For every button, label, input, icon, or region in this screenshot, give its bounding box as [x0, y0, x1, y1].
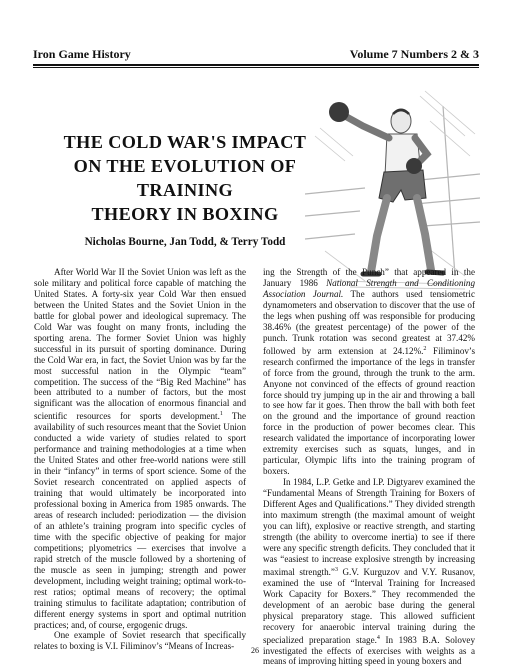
body-column-right	[263, 267, 475, 667]
running-header	[33, 47, 479, 63]
body-text: The authors used tensiometric dynamometers and observation to discover that the use of the legs when pushing off was responsible for producing 38.46% (the greatest percentage) of the power of the punch. Trunk rotation was second greatest at 37.42% followed by arm extension at 24.12%.	[263, 288, 475, 356]
header-rule-thick	[33, 64, 479, 66]
body-text: ing the Strength of the Punch” that appeared in the January 1986	[263, 267, 475, 288]
journal-citation: National Strength and Conditioning Association Journal.	[263, 277, 476, 299]
body-paragraph: One example of Soviet research that specifically relates to boxing is V.I. Filiminov’s “Means of Increas-	[34, 630, 246, 652]
header-rule-thin	[33, 67, 479, 68]
footnote-ref: 3	[334, 566, 338, 573]
body-text: Filiminov’s research confirmed the importance of the legs in transfer of force from the ground, through the trunk to the arm. Anyone not convinced of the effects of ground reaction force should try jumping up in the air and throwing a ball to see how far it goes. Then throw the ball with both feet on the ground and the importance of ground reaction force in the production of power becomes clear. This research validated the importance of incorporating lower extremity exercises such as squats, lunges, and in particular, Olympic lifts into the training program of boxers.	[263, 345, 475, 477]
title-line: ON THE EVOLUTION OF	[73, 156, 297, 176]
title-line: THEORY IN BOXING	[91, 204, 279, 224]
body-text: In 1984, L.P. Getke and I.P. Digtyarev examined the “Fundamental Means of Strength Training for Boxers of Different Ages and Qualifications.” They divided strength into maximum strength (the maximal amount of weight you can lift), explosive or reactive strength, and starting strength (the ability to overcome inertia) to see if there were any specific strength deficits. They concluded that it was “easiest to increase explosive strength by increasing maximal strength.”	[263, 477, 475, 577]
title-line: THE COLD WAR'S IMPACT	[63, 132, 307, 152]
article-authors: Nicholas Bourne, Jan Todd, & Terry Todd	[84, 236, 286, 248]
footnote-ref: 1	[219, 411, 223, 418]
body-paragraph	[263, 477, 475, 667]
boxer-sketch-icon	[305, 76, 480, 291]
body-text: After World War II the Soviet Union was left as the sole military and political force capable of matching the United States. A forty-six year Cold War then ensued between the United States and the Soviet Union in the battle for global power and ideological supremacy. The Cold War was fought on many fronts, including the sporting arena. The former Soviet Union was highly successful in its pursuit of sporting dominance. During the Cold War era, in fact, the Soviet Union was by far the most successful nation in the Olympic “team” competition. The success of the “Big Red Machine” has been attributed to a number of factors, but the most significant was the allocation of enormous financial and scientific resources for sports development.	[34, 267, 246, 422]
body-column-left	[34, 267, 246, 652]
footnote-ref: 2	[423, 345, 427, 352]
title-line: TRAINING	[136, 180, 234, 200]
body-paragraph	[263, 267, 475, 477]
footnote-ref: 4	[376, 634, 380, 641]
volume-label: Volume 7 Numbers 2 & 3	[349, 47, 479, 61]
body-text: In 1983 B.A. Solovey investigated the effects of exercises with weights as a means of improving hitting speed in young boxers and	[263, 634, 475, 667]
page-number: 26	[251, 646, 259, 655]
journal-name: Iron Game History	[33, 47, 131, 61]
body-text: The availability of such resources meant that the Soviet Union conducted a wide variety of studies related to sport performance and training methodologies at a time when the United States and other free-world nations were still in their “infancy” in terms of sport science. Some of the Soviet research concentrated on applied aspects of training that would ultimately be incorporated into professional boxing in America from 1985 onwards. The areas of research included: periodization — the division of an athlete’s training program into specific cycles of time with the specific objective of peaking for major competitions; plyometrics — exercises that involve a rapid stretch of the muscle followed by a shortening of the muscle as seen in jumping; strength and power development, including weight training; optimal work-to-rest ratios; optimal means of recovery; the optimal training stimulus to facilitate adaptation; contribution of different energy systems in sport and optimal nutrition practices; and, of course, ergogenic drugs.	[34, 411, 246, 630]
body-text: G.V. Kurguzov and V.Y. Rusanov, examined the use of “Interval Training for Increased Work Capacity for Boxers.” They recommended the development of an aerobic base during the general physical preparatory stage. This allowed sufficient recovery for anaerobic interval training during the specialized preparation stage.	[263, 566, 475, 645]
body-paragraph	[34, 267, 246, 630]
article-title	[40, 130, 330, 226]
